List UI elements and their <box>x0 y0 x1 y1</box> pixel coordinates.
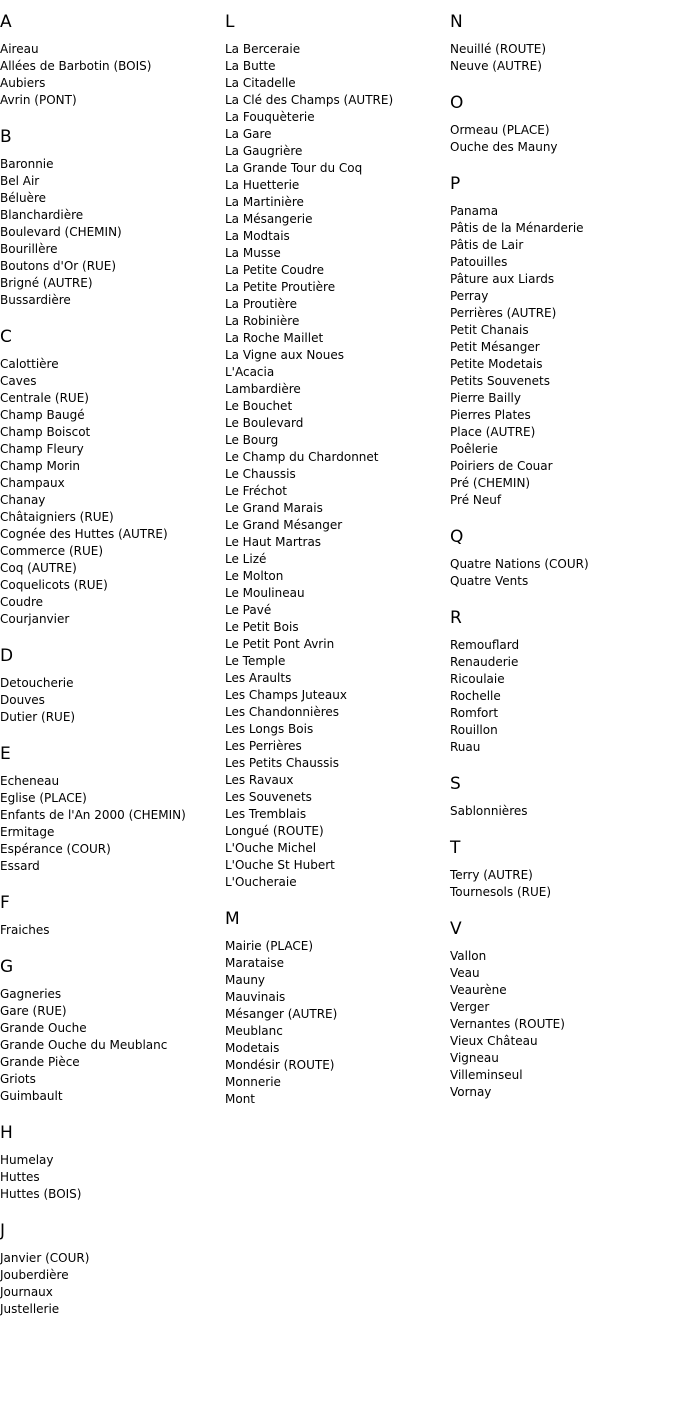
street-link[interactable]: Longué (ROUTE) <box>225 824 324 838</box>
street-link[interactable]: Caves <box>0 374 37 388</box>
street-link[interactable]: Grande Pièce <box>0 1055 80 1069</box>
street-link[interactable]: Cognée des Huttes (AUTRE) <box>0 527 168 541</box>
street-link[interactable]: Les Petits Chaussis <box>225 756 339 770</box>
street-list <box>225 41 450 891</box>
street-link[interactable]: Modetais <box>225 1041 280 1055</box>
street-link[interactable]: Le Bouchet <box>225 399 293 413</box>
letter-section <box>450 92 675 156</box>
street-link[interactable]: Petite Modetais <box>450 357 543 371</box>
street-link[interactable]: Journaux <box>0 1285 53 1299</box>
street-link[interactable]: Ormeau (PLACE) <box>450 123 550 137</box>
letter-heading: V <box>450 919 462 939</box>
street-link[interactable]: Poiriers de Couar <box>450 459 553 473</box>
street-link[interactable]: Champaux <box>0 476 65 490</box>
street-link[interactable]: Boulevard (CHEMIN) <box>0 225 122 239</box>
street-link[interactable]: Courjanvier <box>0 612 70 626</box>
street-link[interactable]: Humelay <box>0 1153 54 1167</box>
street-list <box>450 637 675 756</box>
street-link[interactable]: La Vigne aux Noues <box>225 348 344 362</box>
street-link[interactable]: Lambardière <box>225 382 301 396</box>
street-list <box>450 556 675 590</box>
street-link[interactable]: Pâture aux Liards <box>450 272 555 286</box>
street-link[interactable]: La Proutière <box>225 297 297 311</box>
street-link[interactable]: Béluère <box>0 191 46 205</box>
street-link[interactable]: Le Grand Marais <box>225 501 323 515</box>
street-list <box>0 1152 225 1203</box>
street-list <box>450 41 675 75</box>
letter-section <box>450 173 675 509</box>
street-link[interactable]: Le Fréchot <box>225 484 288 498</box>
street-link[interactable]: Chanay <box>0 493 46 507</box>
street-link[interactable]: Le Molton <box>225 569 284 583</box>
street-link[interactable]: Champ Fleury <box>0 442 84 456</box>
street-link[interactable]: Ermitage <box>0 825 55 839</box>
street-link[interactable]: Villeminseul <box>450 1068 523 1082</box>
street-link[interactable]: Tournesols (RUE) <box>450 885 552 899</box>
street-link[interactable]: Le Champ du Chardonnet <box>225 450 379 464</box>
street-link[interactable]: Renauderie <box>450 655 519 669</box>
street-link[interactable]: Echeneau <box>0 774 60 788</box>
letter-heading: S <box>450 774 461 794</box>
street-list <box>0 922 225 939</box>
letter-section <box>450 773 675 820</box>
street-link[interactable]: Rochelle <box>450 689 501 703</box>
street-link[interactable]: Pré Neuf <box>450 493 502 507</box>
street-link[interactable]: La Petite Coudre <box>225 263 324 277</box>
street-link[interactable]: L'Acacia <box>225 365 275 379</box>
street-link[interactable]: Patouilles <box>450 255 508 269</box>
street-link[interactable]: Monnerie <box>225 1075 281 1089</box>
street-link[interactable]: Quatre Nations (COUR) <box>450 557 589 571</box>
street-link[interactable]: Enfants de l'An 2000 (CHEMIN) <box>0 808 186 822</box>
street-link[interactable]: La Citadelle <box>225 76 296 90</box>
street-link[interactable]: Bourillère <box>0 242 58 256</box>
street-link[interactable]: Les Tremblais <box>225 807 307 821</box>
street-link[interactable]: Grande Ouche du Meublanc <box>0 1038 168 1052</box>
street-link[interactable]: Calottière <box>0 357 59 371</box>
street-link[interactable]: Mont <box>225 1092 256 1106</box>
letter-heading: T <box>450 838 461 858</box>
street-link[interactable]: Jouberdière <box>0 1268 69 1282</box>
letter-heading: R <box>450 608 462 628</box>
letter-section <box>0 1220 225 1318</box>
letter-section <box>0 11 225 109</box>
street-link[interactable]: Petit Chanais <box>450 323 529 337</box>
index-column-3 <box>450 0 675 1118</box>
letter-heading: B <box>0 127 12 147</box>
street-link[interactable]: Ouche des Mauny <box>450 140 558 154</box>
street-link[interactable]: Perray <box>450 289 489 303</box>
street-list <box>0 156 225 309</box>
street-link[interactable]: Coq (AUTRE) <box>0 561 77 575</box>
street-link[interactable]: Brigné (AUTRE) <box>0 276 93 290</box>
street-link[interactable]: L'Ouche St Hubert <box>225 858 335 872</box>
street-link[interactable]: Le Lizé <box>225 552 267 566</box>
street-link[interactable]: Avrin (PONT) <box>0 93 77 107</box>
street-link[interactable]: Le Grand Mésanger <box>225 518 343 532</box>
street-list <box>225 938 450 1108</box>
street-link[interactable]: Pâtis de Lair <box>450 238 524 252</box>
letter-section <box>450 918 675 1101</box>
letter-heading: J <box>0 1221 6 1241</box>
street-link[interactable]: Grande Ouche <box>0 1021 87 1035</box>
street-link[interactable]: Griots <box>0 1072 36 1086</box>
letter-heading: N <box>450 12 463 32</box>
street-link[interactable]: Coudre <box>0 595 43 609</box>
street-link[interactable]: Les Ravaux <box>225 773 294 787</box>
letter-heading: M <box>225 909 240 929</box>
letter-heading: C <box>0 327 12 347</box>
street-link[interactable]: Les Perrières <box>225 739 302 753</box>
street-link[interactable]: Petit Mésanger <box>450 340 540 354</box>
street-link[interactable]: Le Moulineau <box>225 586 305 600</box>
street-link[interactable]: Blanchardière <box>0 208 84 222</box>
letter-section <box>0 126 225 309</box>
street-link[interactable]: Le Pavé <box>225 603 272 617</box>
street-link[interactable]: Ricoulaie <box>450 672 505 686</box>
street-link[interactable]: Mairie (PLACE) <box>225 939 314 953</box>
street-link[interactable]: Remouflard <box>450 638 520 652</box>
street-link[interactable]: La Musse <box>225 246 281 260</box>
street-link[interactable]: Essard <box>0 859 40 873</box>
letter-section <box>0 1122 225 1203</box>
street-link[interactable]: Le Petit Bois <box>225 620 299 634</box>
street-link[interactable]: Romfort <box>450 706 499 720</box>
street-link[interactable]: Terry (AUTRE) <box>450 868 533 882</box>
street-link[interactable]: Quatre Vents <box>450 574 529 588</box>
street-link[interactable]: Les Chandonnières <box>225 705 340 719</box>
street-link[interactable]: Champ Morin <box>0 459 81 473</box>
street-list <box>0 356 225 628</box>
street-link[interactable]: Pré (CHEMIN) <box>450 476 531 490</box>
street-link[interactable]: Les Araults <box>225 671 292 685</box>
street-link[interactable]: La Modtais <box>225 229 290 243</box>
street-link[interactable]: La Robinière <box>225 314 300 328</box>
letter-heading: O <box>450 93 464 113</box>
letter-section <box>450 526 675 590</box>
street-link[interactable]: Gare (RUE) <box>0 1004 67 1018</box>
street-link[interactable]: Ruau <box>450 740 481 754</box>
street-link[interactable]: Neuve (AUTRE) <box>450 59 542 73</box>
street-link[interactable]: La Martinière <box>225 195 304 209</box>
street-link[interactable]: La Huetterie <box>225 178 300 192</box>
street-link[interactable]: Huttes (BOIS) <box>0 1187 82 1201</box>
street-link[interactable]: Marataise <box>225 956 285 970</box>
street-list <box>450 867 675 901</box>
street-link[interactable]: Les Souvenets <box>225 790 312 804</box>
letter-section <box>450 837 675 901</box>
letter-heading: L <box>225 12 235 32</box>
street-link[interactable]: Pâtis de la Ménarderie <box>450 221 584 235</box>
street-link[interactable]: La Grande Tour du Coq <box>225 161 363 175</box>
street-list <box>450 203 675 509</box>
letter-section <box>0 326 225 628</box>
street-link[interactable]: Mauvinais <box>225 990 286 1004</box>
letter-section <box>0 743 225 875</box>
street-link[interactable]: Neuillé (ROUTE) <box>450 42 547 56</box>
street-link[interactable]: Châtaigniers (RUE) <box>0 510 114 524</box>
street-link[interactable]: Janvier (COUR) <box>0 1251 90 1265</box>
street-link[interactable]: Guimbault <box>0 1089 63 1103</box>
street-link[interactable]: Allées de Barbotin (BOIS) <box>0 59 152 73</box>
street-link[interactable]: Douves <box>0 693 45 707</box>
street-link[interactable]: Huttes <box>0 1170 40 1184</box>
letter-section <box>225 908 450 1108</box>
street-link[interactable]: Le Bourg <box>225 433 279 447</box>
letter-heading: A <box>0 12 12 32</box>
street-link[interactable]: Bel Air <box>0 174 40 188</box>
letter-heading: H <box>0 1123 13 1143</box>
street-link[interactable]: Petits Souvenets <box>450 374 550 388</box>
street-link[interactable]: Gagneries <box>0 987 62 1001</box>
street-list <box>450 803 675 820</box>
letter-heading: G <box>0 957 14 977</box>
street-link[interactable]: Poêlerie <box>450 442 498 456</box>
letter-section <box>450 11 675 75</box>
street-list <box>0 41 225 109</box>
letter-heading: P <box>450 174 461 194</box>
street-link[interactable]: Le Temple <box>225 654 286 668</box>
street-link[interactable]: Boutons d'Or (RUE) <box>0 259 117 273</box>
letter-section <box>450 607 675 756</box>
street-link[interactable]: Sablonnières <box>450 804 528 818</box>
letter-section <box>0 956 225 1105</box>
street-link[interactable]: Verger <box>450 1000 490 1014</box>
street-link[interactable]: Justellerie <box>0 1302 60 1316</box>
street-link[interactable]: Vigneau <box>450 1051 499 1065</box>
street-link[interactable]: Le Haut Martras <box>225 535 322 549</box>
letter-section <box>0 892 225 939</box>
street-link[interactable]: Le Petit Pont Avrin <box>225 637 335 651</box>
street-link[interactable]: Meublanc <box>225 1024 283 1038</box>
street-link[interactable]: Commerce (RUE) <box>0 544 104 558</box>
street-link[interactable]: Bussardière <box>0 293 71 307</box>
street-link[interactable]: Dutier (RUE) <box>0 710 76 724</box>
street-link[interactable]: Aubiers <box>0 76 46 90</box>
street-link[interactable]: Fraiches <box>0 923 50 937</box>
street-link[interactable]: Rouillon <box>450 723 498 737</box>
index-column-1 <box>0 0 225 1335</box>
street-link[interactable]: La Berceraie <box>225 42 301 56</box>
street-link[interactable]: Centrale (RUE) <box>0 391 89 405</box>
street-link[interactable]: Les Champs Juteaux <box>225 688 347 702</box>
street-list <box>450 948 675 1101</box>
street-link[interactable]: Coquelicots (RUE) <box>0 578 108 592</box>
street-link[interactable]: Place (AUTRE) <box>450 425 536 439</box>
street-link[interactable]: Aireau <box>0 42 39 56</box>
letter-heading: E <box>0 744 11 764</box>
letter-section <box>0 645 225 726</box>
street-link[interactable]: La Gaugrière <box>225 144 303 158</box>
street-link[interactable]: Mauny <box>225 973 266 987</box>
street-list <box>450 122 675 156</box>
street-link[interactable]: Pierres Plates <box>450 408 531 422</box>
street-link[interactable]: Panama <box>450 204 499 218</box>
street-link[interactable]: Baronnie <box>0 157 54 171</box>
street-list <box>0 1250 225 1318</box>
street-link[interactable]: Perrières (AUTRE) <box>450 306 557 320</box>
street-link[interactable]: L'Oucheraie <box>225 875 297 889</box>
street-link[interactable]: L'Ouche Michel <box>225 841 317 855</box>
street-link[interactable]: Les Longs Bois <box>225 722 314 736</box>
street-list <box>0 986 225 1105</box>
street-link[interactable]: Detoucherie <box>0 676 74 690</box>
street-link[interactable]: Veau <box>450 966 480 980</box>
street-link[interactable]: Espérance (COUR) <box>0 842 111 856</box>
street-link[interactable]: Mondésir (ROUTE) <box>225 1058 335 1072</box>
street-link[interactable]: Mésanger (AUTRE) <box>225 1007 338 1021</box>
street-link[interactable]: Vieux Château <box>450 1034 538 1048</box>
street-link[interactable]: La Butte <box>225 59 276 73</box>
street-link[interactable]: Champ Baugé <box>0 408 85 422</box>
letter-heading: Q <box>450 527 464 547</box>
street-link[interactable]: Champ Boiscot <box>0 425 91 439</box>
letter-section <box>225 11 450 891</box>
street-list <box>0 675 225 726</box>
street-link[interactable]: La Roche Maillet <box>225 331 324 345</box>
letter-heading: F <box>0 893 10 913</box>
street-link[interactable]: Le Chaussis <box>225 467 296 481</box>
letter-heading: D <box>0 646 14 666</box>
street-link[interactable]: Eglise (PLACE) <box>0 791 87 805</box>
street-link[interactable]: Vernantes (ROUTE) <box>450 1017 565 1031</box>
street-link[interactable]: La Clé des Champs (AUTRE) <box>225 93 394 107</box>
street-link[interactable]: Vornay <box>450 1085 492 1099</box>
street-link[interactable]: Pierre Bailly <box>450 391 521 405</box>
street-list <box>0 773 225 875</box>
index-column-2 <box>225 0 450 1125</box>
street-link[interactable]: La Gare <box>225 127 272 141</box>
street-link[interactable]: La Mésangerie <box>225 212 313 226</box>
street-link[interactable]: Le Boulevard <box>225 416 304 430</box>
street-link[interactable]: La Fouquèterie <box>225 110 315 124</box>
street-link[interactable]: Veaurène <box>450 983 507 997</box>
street-link[interactable]: La Petite Proutière <box>225 280 336 294</box>
street-link[interactable]: Vallon <box>450 949 487 963</box>
